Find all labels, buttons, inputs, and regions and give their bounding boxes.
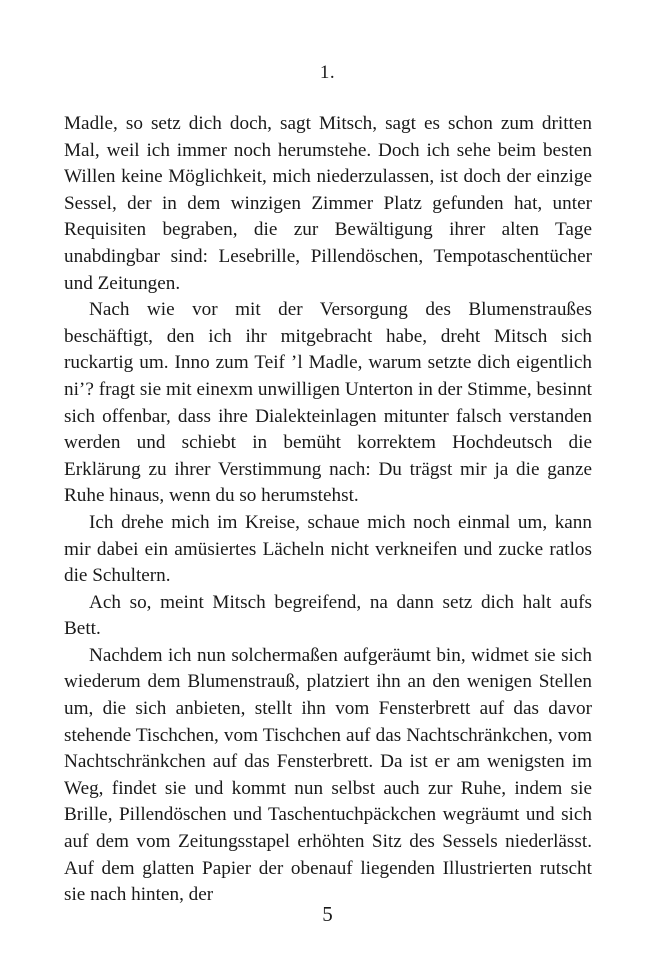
paragraph-4: Ach so, meint Mitsch begreifend, na dann setz dich halt aufs Bett. bbox=[64, 591, 592, 640]
paragraph-5: Nachdem ich nun solchermaßen aufgeräumt bin, widmet sie sich wiederum dem Blumenstrauß, platziert ihn an den wenigen Stellen um, die sich anbieten, stellt ihn vom Fensterbrett auf das davor stehende Tischchen, vom Tischchen auf das Nachtschränkchen, vom Nachtschränkchen auf das Fensterbrett. Da ist er am wenigsten im Weg, findet sie und kommt nun selbst auch zur Ruhe, indem sie Brille, Pillendöschen und Taschentuchpäckchen wegräumt und sich auf dem vom Zeitungsstapel erhöhten Sitz des Sessels niederlässt. Auf dem glatten Papier der obenauf liegenden Illustrierten rutscht sie nach hinten, der bbox=[64, 644, 592, 906]
page-number: 5 bbox=[322, 902, 333, 926]
paragraph-3: Ich drehe mich im Kreise, schaue mich noch einmal um, kann mir dabei ein amüsiertes Lächeln nicht verkneifen und zucke ratlos die Schultern. bbox=[64, 511, 592, 587]
paragraph-2: Nach wie vor mit der Versorgung des Blumenstraußes beschäftigt, den ich ihr mitgebracht habe, dreht Mitsch sich ruckartig um. Inno zum Teif ’l Madle, warum setzte dich eigentlich ni’? fragt sie mit einexm unwilligen Unterton in der Stimme, besinnt sich offenbar, dass ihre Dialekteinlagen mitunter falsch verstanden werden und schiebt in bemüht korrektem Hochdeutsch die Erklärung zu ihrer Verstimmung nach: Du trägst mir ja die ganze Ruhe hinaus, wenn du so herumstehst. bbox=[64, 299, 592, 507]
paragraph-1: Madle, so setz dich doch, sagt Mitsch, sagt es schon zum dritten Mal, weil ich immer noch herumstehe. Doch ich sehe beim besten Willen keine Möglichkeit, mich niederzulassen, ist doch der einzige Sessel, der in dem winzigen Zimmer Platz gefunden hat, unter Requisiten begraben, die zur Bewältigung ihrer alten Tage unabdingbar sind: Lesebrille, Pillendöschen, Tempotaschentücher und Zeitungen. bbox=[64, 113, 592, 294]
body-text bbox=[64, 111, 592, 909]
chapter-number: 1. bbox=[319, 62, 336, 83]
